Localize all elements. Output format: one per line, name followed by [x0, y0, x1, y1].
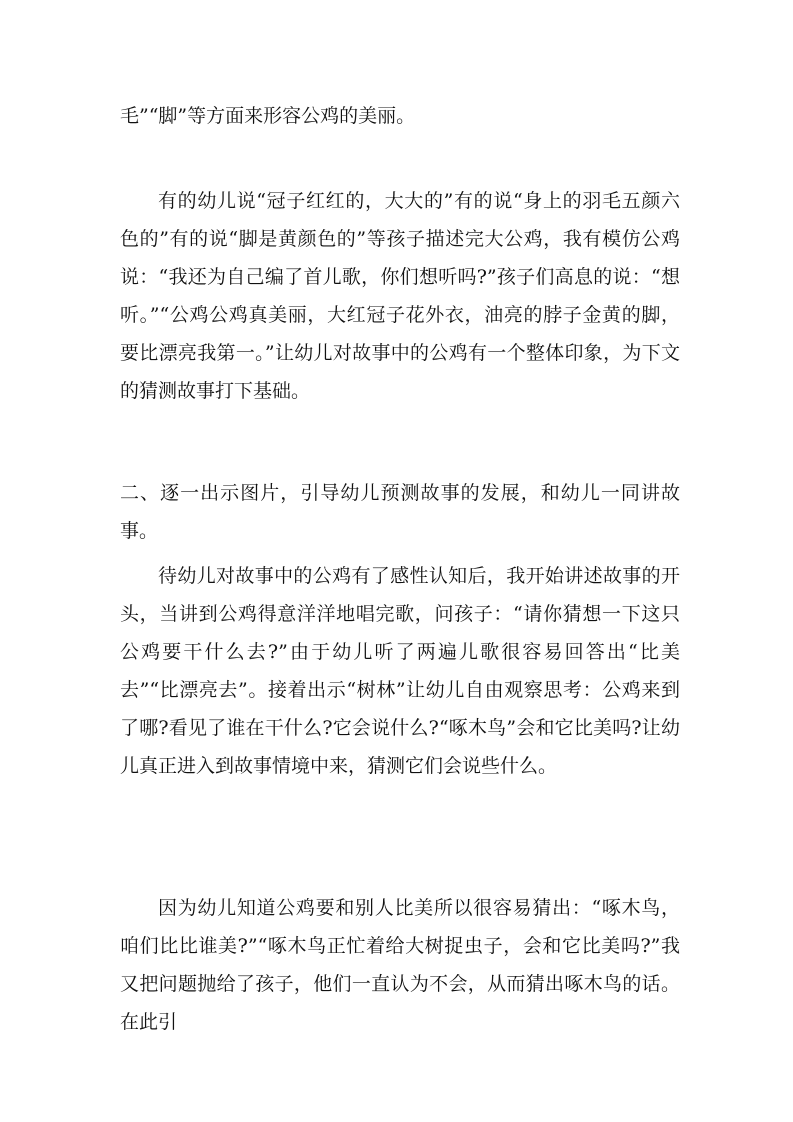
paragraph-continuation: 毛”“脚”等方面来形容公鸡的美丽。	[120, 105, 416, 127]
paragraph-children-describe-rooster: 有的幼儿说“冠子红红的，大大的”有的说“身上的羽毛五颜六色的”有的说“脚是黄颜色的”等孩子描述完大公鸡，我有模仿公鸡说：“我还为自己编了首儿歌，你们想听吗?”孩子们高息的说：“想听。”“公鸡公鸡真美丽，大红冠子花外衣，油亮的脖子金黄的脚，要比漂亮我第一。”让幼儿对故事中的公鸡有一个整体印象，为下文的猜测故事打下基础。	[120, 190, 680, 402]
section-heading-step-two: 二、逐一出示图片，引导幼儿预测故事的发展，和幼儿一同讲故事。	[120, 482, 680, 542]
paragraph-woodpecker-guess: 因为幼儿知道公鸡要和别人比美所以很容易猜出：“啄木鸟，咱们比比谁美?”“啄木鸟正忙着给大树捉虫子，会和它比美吗?”我又把问题抛给了孩子，他们一直认为不会，从而猜出啄木鸟的话。在此引	[120, 897, 680, 1033]
paragraph-story-opening: 待幼儿对故事中的公鸡有了感性认知后，我开始讲述故事的开头，当讲到公鸡得意洋洋地唱完歌，问孩子：“请你猜想一下这只公鸡要干什么去?”由于幼儿听了两遍儿歌很容易回答出“比美去”“比漂亮去”。接着出示“树林”让幼儿自由观察思考：公鸡来到了哪?看见了谁在干什么?它会说什么?“啄木鸟”会和它比美吗?让幼儿真正进入到故事情境中来，猜测它们会说些什么。	[120, 565, 680, 777]
